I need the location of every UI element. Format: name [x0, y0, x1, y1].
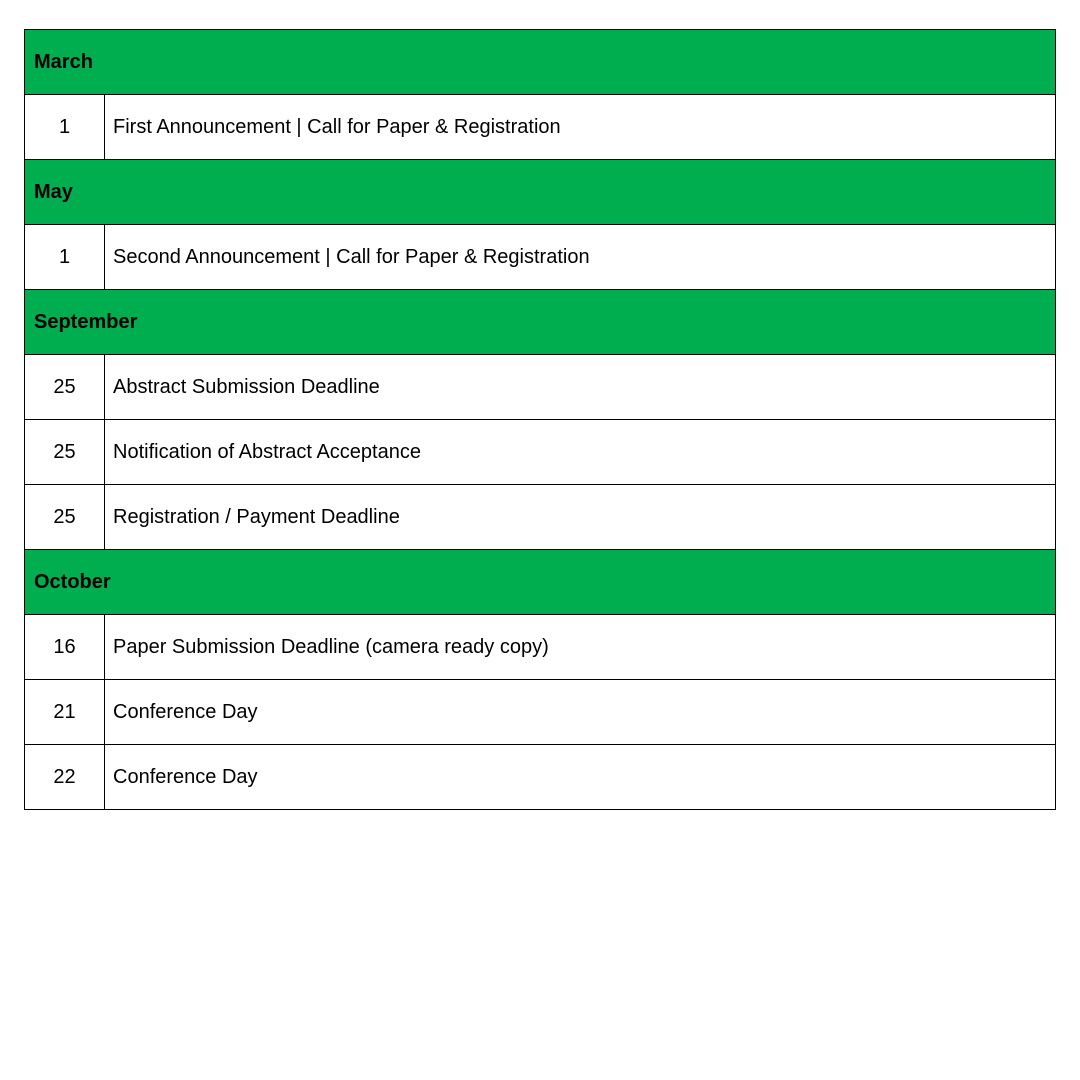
event-row: [25, 355, 1056, 420]
event-day: 25: [25, 420, 105, 485]
month-header: September: [25, 290, 1056, 355]
month-header-row: [25, 30, 1056, 95]
month-header-row: [25, 550, 1056, 615]
event-day: 22: [25, 745, 105, 810]
month-header: May: [25, 160, 1056, 225]
schedule-table: [24, 29, 1056, 810]
event-description: Conference Day: [105, 680, 1056, 745]
event-description: Second Announcement | Call for Paper & Registration: [105, 225, 1056, 290]
event-day: 25: [25, 355, 105, 420]
event-description: First Announcement | Call for Paper & Registration: [105, 95, 1056, 160]
event-row: [25, 680, 1056, 745]
month-header-row: [25, 290, 1056, 355]
event-description: Abstract Submission Deadline: [105, 355, 1056, 420]
event-day: 16: [25, 615, 105, 680]
event-row: [25, 95, 1056, 160]
event-row: [25, 420, 1056, 485]
event-description: Notification of Abstract Acceptance: [105, 420, 1056, 485]
event-day: 21: [25, 680, 105, 745]
event-description: Paper Submission Deadline (camera ready copy): [105, 615, 1056, 680]
event-row: [25, 745, 1056, 810]
event-description: Conference Day: [105, 745, 1056, 810]
event-description: Registration / Payment Deadline: [105, 485, 1056, 550]
event-row: [25, 225, 1056, 290]
event-row: [25, 485, 1056, 550]
event-day: 1: [25, 95, 105, 160]
event-day: 25: [25, 485, 105, 550]
month-header: October: [25, 550, 1056, 615]
event-row: [25, 615, 1056, 680]
event-day: 1: [25, 225, 105, 290]
month-header-row: [25, 160, 1056, 225]
month-header: March: [25, 30, 1056, 95]
schedule-table-body: [25, 30, 1056, 810]
